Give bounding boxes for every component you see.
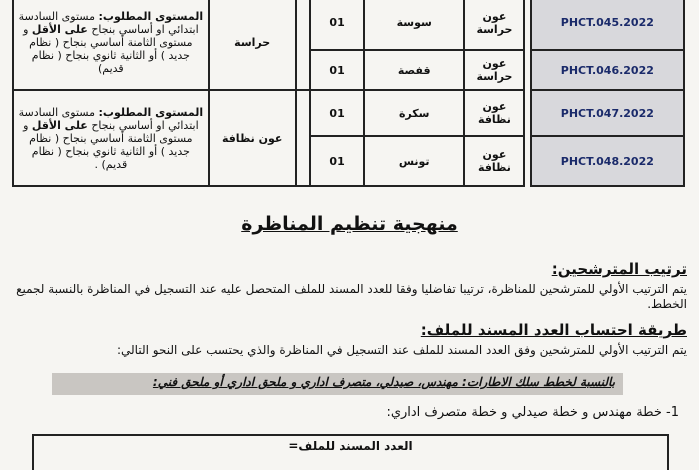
- city-cell: سكرة: [364, 90, 464, 136]
- count-cell: 01: [310, 90, 364, 136]
- table-row: [13, 0, 684, 50]
- position-cell: عون حراسة: [464, 0, 524, 50]
- formula-title: العدد المسند للملف=: [288, 439, 413, 453]
- count-cell: 01: [310, 0, 364, 50]
- code-cell: PHCT.048.2022: [531, 136, 684, 186]
- city-cell: قفصة: [364, 50, 464, 90]
- grade-cell-guard: حراسة: [209, 0, 296, 90]
- section-title: منهجية تنظيم المناظرة: [241, 213, 458, 235]
- position-cell: عون حراسة: [464, 50, 524, 90]
- score-paragraph: يتم الترتيب الأولي للمترشحين وفق العدد المسند للملف عند التسجيل في المناظرة والذي يحتسب على النحو التالي:: [116, 343, 687, 357]
- grade-cell-cleaning: عون نظافة: [209, 90, 296, 186]
- count-cell: 01: [310, 50, 364, 90]
- score-heading: طريقة احتساب العدد المسند للملف:: [420, 321, 687, 339]
- position-cell: عون نظافة: [464, 90, 524, 136]
- requirements-cell-guard: المستوى المطلوب: مستوى السادسة ابتدائي او أساسي بنجاح على الأقل و مستوى الثامنة أساسي بنجاح ( نظام جديد ) أو الثانية ثانوي بنجاح ( نظام قديم): [13, 0, 209, 90]
- city-cell: تونس: [364, 136, 464, 186]
- requirements-cell-cleaning: المستوى المطلوب: مستوى السادسة ابتدائي او أساسي بنجاح على الأقل و مستوى الثامنة أساسي بنجاح ( نظام جديد ) أو الثانية ثانوي بنجاح ( نظام قديم) .: [13, 90, 209, 186]
- code-cell: PHCT.045.2022: [531, 0, 684, 50]
- positions-table: [12, 0, 685, 187]
- code-cell: PHCT.046.2022: [531, 50, 684, 90]
- spacer-cell: [296, 90, 310, 186]
- position-cell: عون نظافة: [464, 136, 524, 186]
- list-item-1: 1- خطة مهندس و خطة صيدلي و خطة متصرف اداري:: [386, 405, 679, 420]
- formula-box: [32, 434, 669, 470]
- table-row: [13, 90, 684, 136]
- ranking-heading: ترتيب المترشحين:: [551, 260, 687, 278]
- ranking-paragraph: يتم الترتيب الأولي للمترشحين للمناظرة، ترتيبا تفاضليا وفقا للعدد المسند للملف المتحصل عليه عند التسجيل في المناظرة بالنسبة لجميع الخطط.: [16, 282, 687, 311]
- count-cell: 01: [310, 136, 364, 186]
- spacer-cell: [296, 0, 310, 90]
- code-cell: PHCT.047.2022: [531, 90, 684, 136]
- category-banner: بالنسبة لخطط سلك الاطارات: مهندس، صيدلي، متصرف اداري و ملحق اداري أو ملحق فني:: [52, 373, 623, 395]
- city-cell: سوسة: [364, 0, 464, 50]
